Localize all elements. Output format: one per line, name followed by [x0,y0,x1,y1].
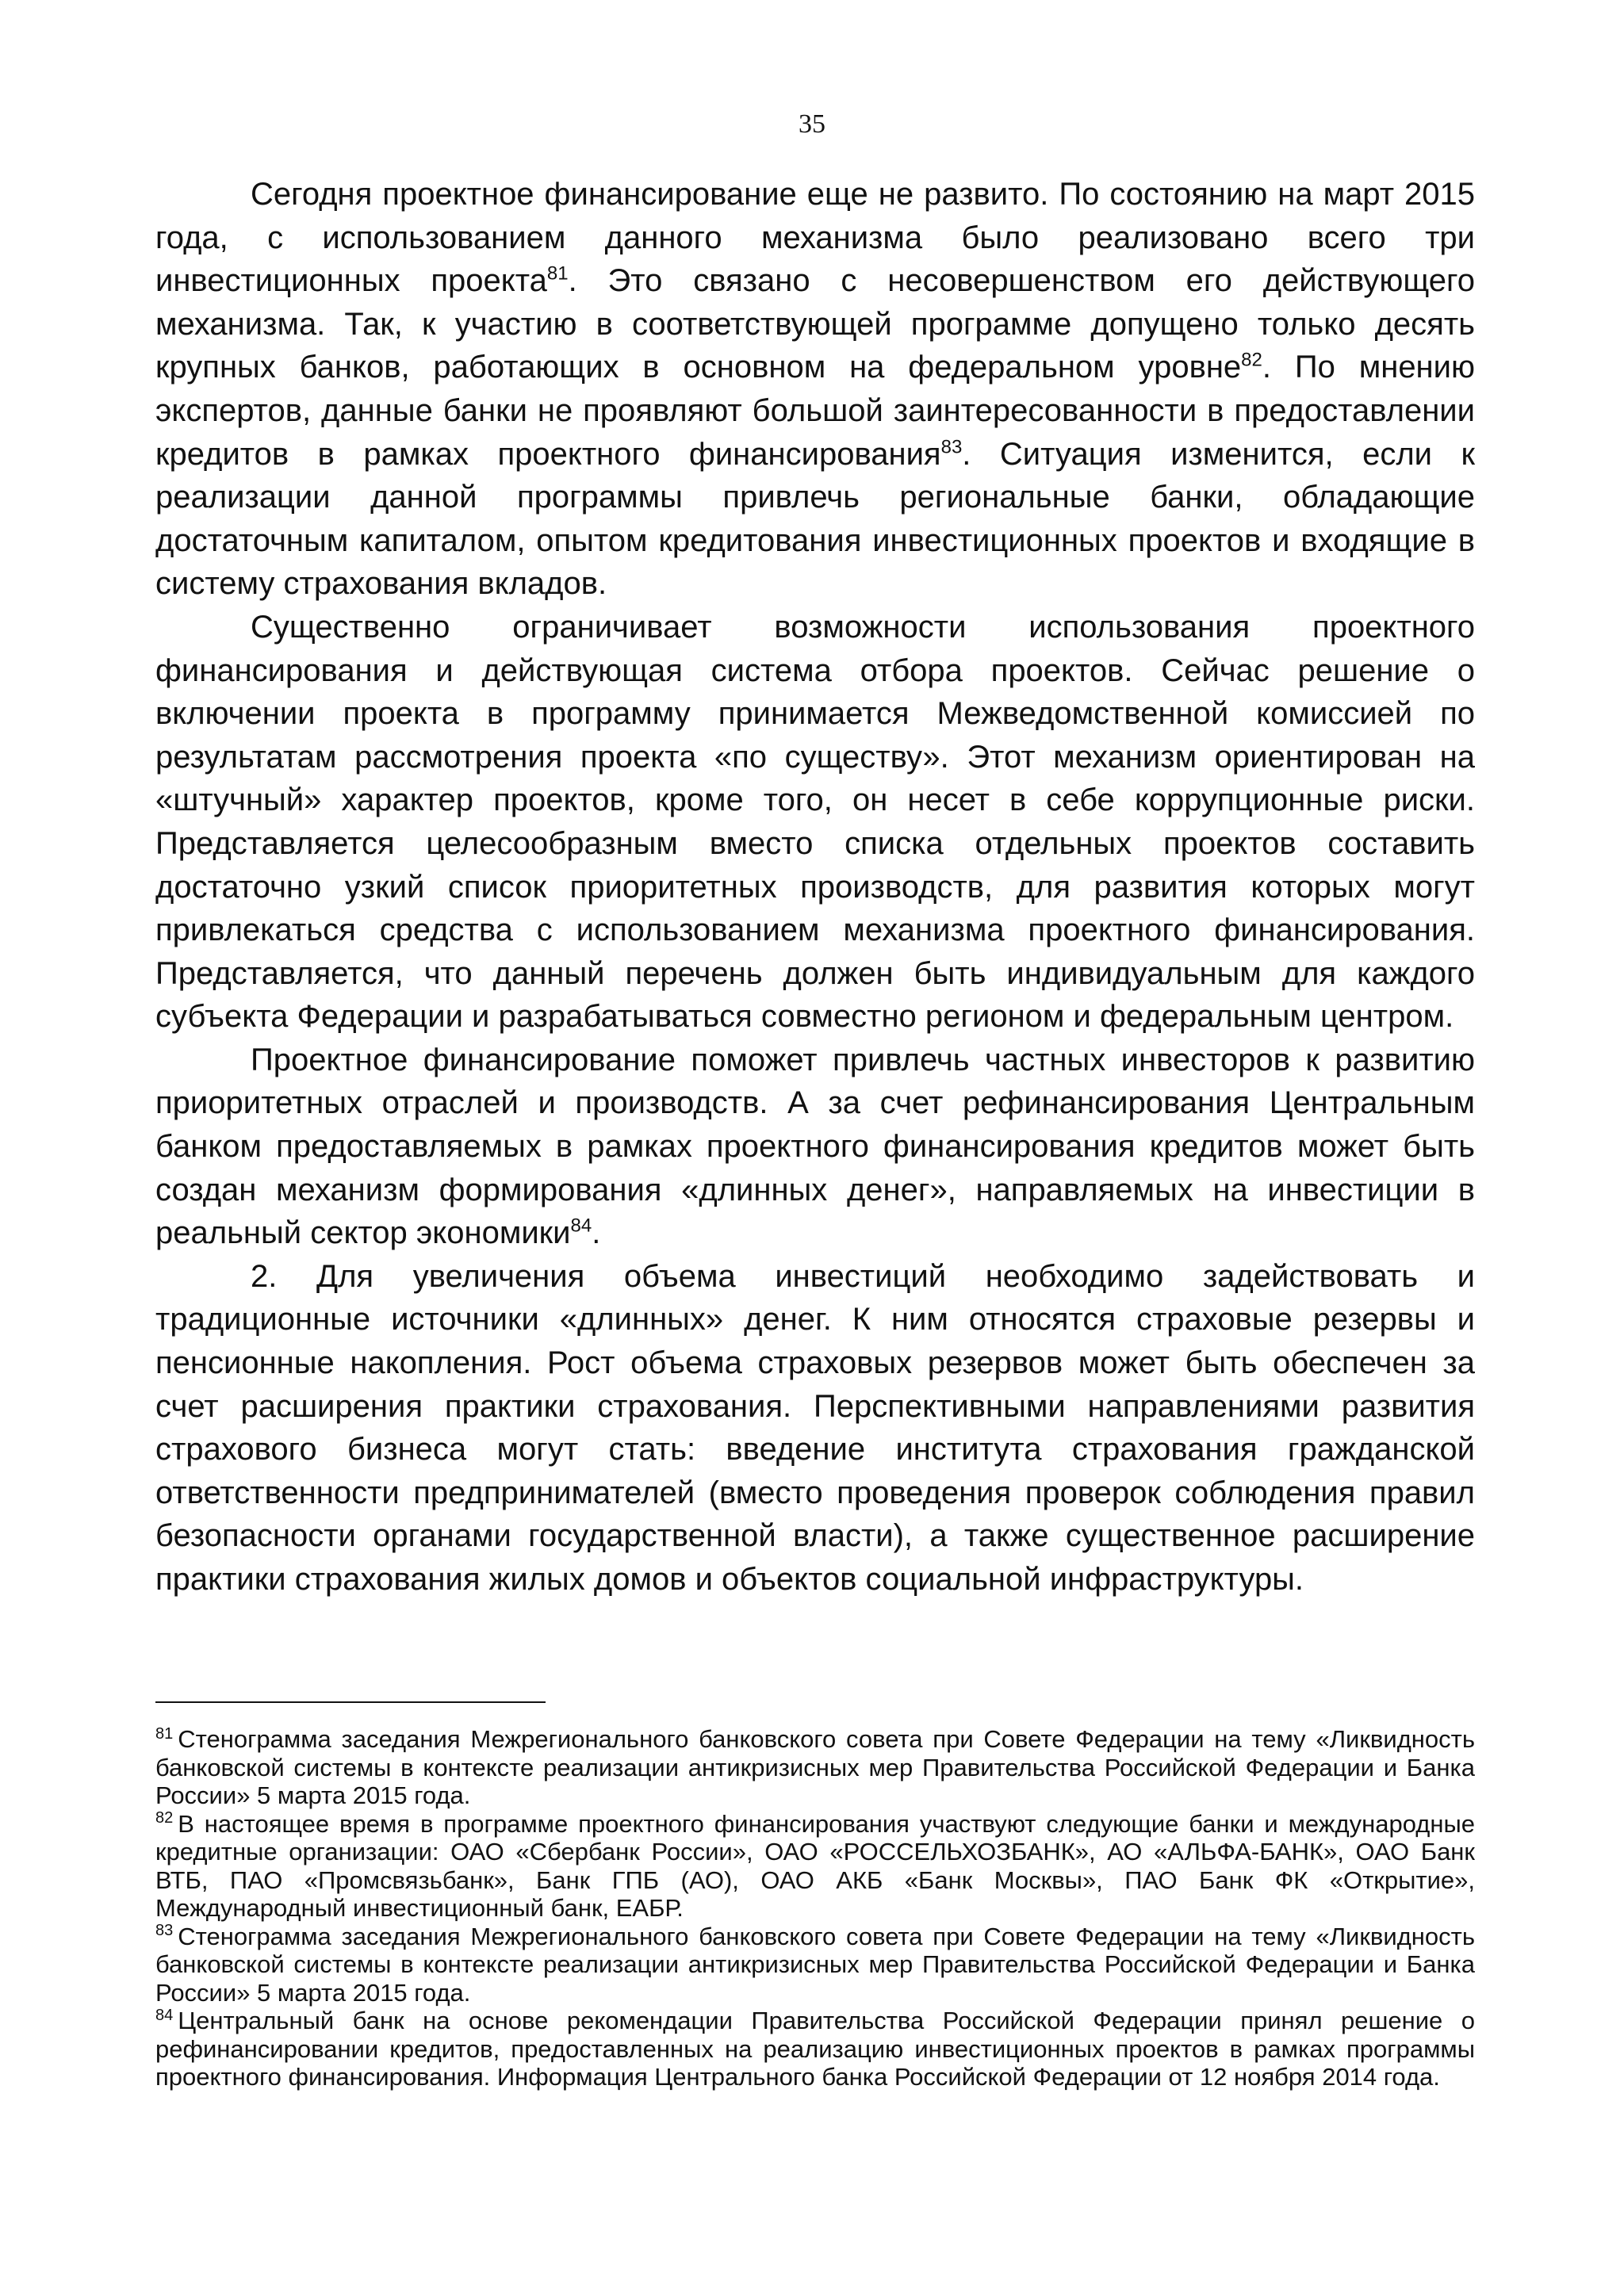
page-number: 35 [799,109,825,139]
paragraph-traditional-sources [155,1255,1475,1601]
footnote-number: 84 [155,2006,174,2024]
footnote-number: 81 [155,1724,174,1743]
footnote-number: 82 [155,1809,174,1827]
paragraph-project-selection [155,606,1475,1039]
footnote-reference[interactable]: 84 [570,1215,592,1237]
footnote-84 [155,2007,1475,2091]
footnote-text: Стенограмма заседания Межрегионального банковского совета при Совете Федерации на тему «Ликвидность банковской системы в контексте реализации антикризисных мер Правительства Российской Федерации и Банка России» 5 марта 2015 года. [155,1922,1475,2007]
paragraph-text: Сегодня проектное финансирование еще не развито. По состоянию на март 2015 года, с использованием данного механизма было реализовано всего три инвестиционных проекта [155,177,1475,299]
footnote-reference[interactable]: 82 [1241,350,1262,372]
footnote-reference[interactable]: 81 [546,262,569,285]
footnote-81 [155,1725,1475,1810]
footnote-text: В настоящее время в программе проектного финансирования участвуют следующие банки и международные кредитные организации: ОАО «Сбербанк России», ОАО «РОССЕЛЬХОЗБАНК», АО «АЛЬФА-БАНК», ОАО Банк ВТБ, ПАО «Промсвязьбанк», Банк ГПБ (АО), ОАО АКБ «Банк Москвы», ПАО Банк ФК «Открытие», Международный инвестиционный банк, ЕАБР. [155,1809,1475,1922]
footnote-82 [155,1810,1475,1923]
footnotes [155,1725,1475,2091]
footnote-number: 83 [155,1922,174,1940]
paragraph-text: . По мнению экспертов, данные банки не проявляют большой заинтересованности в предоставлении кредитов в рамках проектного финансирования [155,350,1475,472]
paragraph-project-financing-status [155,173,1475,606]
paragraph-text: 2. Для увеличения объема инвестиций необходимо задействовать и традиционные источники «длинных» денег. К ним относятся страховые резервы и пенсионные накопления. Рост объема страховых резервов может быть обеспечен за счет расширения практики страхования. Перспективными направлениями развития страхового бизнеса могут стать: введение института страхования гражданской ответственности предпринимателей (вместо проведения проверок соблюдения правил безопасности органами государственной власти), а также существенное расширение практики страхования жилых домов и объектов социальной инфраструктуры. [155,1258,1475,1597]
paragraph-long-money [155,1039,1475,1255]
footnote-text: Стенограмма заседания Межрегионального банковского совета при Совете Федерации на тему «Ликвидность банковской системы в контексте реализации антикризисных мер Правительства Российской Федерации и Банка России» 5 марта 2015 года. [155,1725,1475,1809]
paragraph-text: Проектное финансирование поможет привлечь частных инвесторов к развитию приоритетных отраслей и производств. А за счет рефинансирования Центральным банком предоставляемых в рамках проектного финансирования кредитов может быть создан механизм формирования «длинных денег», направляемых на инвестиции в реальный сектор экономики [155,1042,1475,1251]
paragraph-text: . [592,1215,601,1251]
paragraph-text: . Это связано с несовершенством его действующего механизма. Так, к участию в соответствующей программе допущено только десять крупных банков, работающих в основном на федеральном уровне [155,263,1475,385]
footnote-separator [155,1701,546,1703]
paragraph-text: . Ситуация изменится, если к реализации данной программы привлечь региональные банки, обладающие достаточным капиталом, опытом кредитования инвестиционных проектов и входящие в систему страхования вкладов. [155,436,1475,602]
main-text [155,173,1475,1601]
paragraph-text: Существенно ограничивает возможности использования проектного финансирования и действующая система отбора проектов. Сейчас решение о включении проекта в программу принимается Межведомственной комиссией по результатам рассмотрения проекта «по существу». Этот механизм ориентирован на «штучный» характер проектов, кроме того, он несет в себе коррупционные риски. Представляется целесообразным вместо списка отдельных проектов составить достаточно узкий список приоритетных производств, для развития которых могут привлекаться средства с использованием механизма проектного финансирования. Представляется, что данный перечень должен быть индивидуальным для каждого субъекта Федерации и разрабатываться совместно регионом и федеральным центром. [155,609,1475,1035]
footnote-83 [155,1923,1475,2007]
footnote-reference[interactable]: 83 [940,436,963,458]
footnote-text: Центральный банк на основе рекомендации Правительства Российской Федерации принял решение о рефинансировании кредитов, предоставленных на реализацию инвестиционных проектов в рамках программы проектного финансирования. Информация Центрального банка Российской Федерации от 12 ноября 2014 года. [155,2007,1475,2091]
